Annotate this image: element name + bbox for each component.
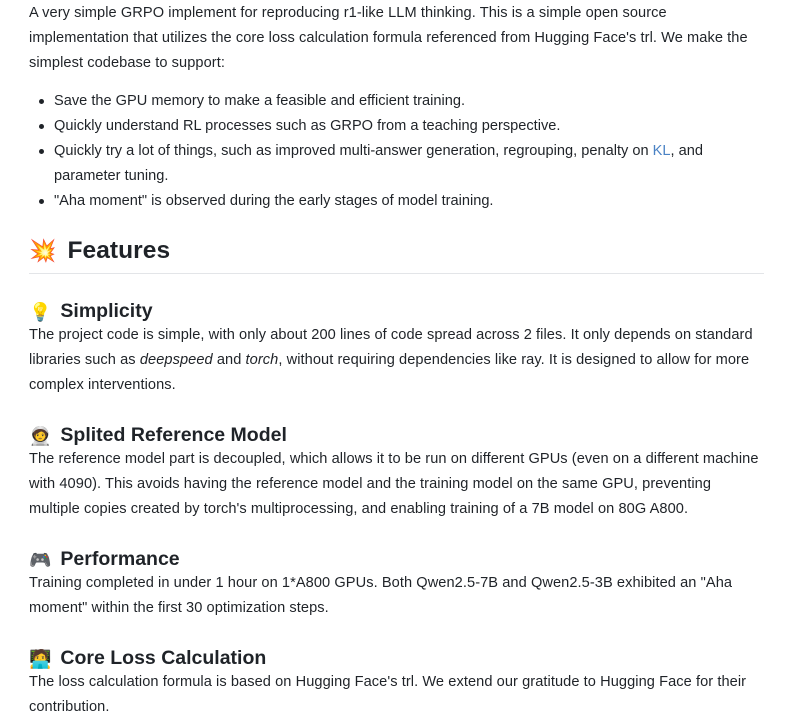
paragraph-text: , without requiring dependencies like ray. It is designed to allow for more complex interventions.: [29, 352, 750, 393]
collision-emoji-icon: 💥: [29, 238, 57, 263]
section-emoji-icon: 🧑‍🚀: [29, 425, 52, 446]
intro-paragraph: A very simple GRPO implement for reproducing r1-like LLM thinking. This is a simple open source implementation that utilizes the core loss calculation formula referenced from Hugging Face's trl. We make the simplest codebase to support:: [29, 5, 748, 71]
subsection-paragraph: [29, 670, 764, 720]
features-sections: [29, 300, 764, 720]
list-item: [54, 89, 764, 114]
emphasis-text: torch: [245, 352, 279, 368]
subsection-heading: [29, 548, 764, 571]
subsection-paragraph: [29, 571, 764, 621]
features-heading: [29, 237, 764, 274]
inline-link-kl[interactable]: KL: [652, 143, 671, 159]
emphasis-text: deepspeed: [139, 352, 213, 368]
subsection-paragraph: [29, 323, 764, 398]
section-emoji-icon: 🧑‍💻: [29, 648, 52, 669]
features-heading-text: Features: [67, 237, 171, 264]
subsection-heading: [29, 300, 764, 323]
section-emoji-icon: 🎮: [29, 549, 52, 570]
subsection-heading-text: Core Loss Calculation: [60, 647, 267, 669]
list-item: [54, 189, 764, 214]
list-item-text: Quickly understand RL processes such as GRPO from a teaching perspective.: [54, 118, 561, 134]
list-item-text: Quickly try a lot of things, such as improved multi-answer generation, regrouping, penalty on: [54, 143, 653, 159]
list-item: [54, 114, 764, 139]
subsection-paragraph: [29, 447, 764, 522]
paragraph-text: and: [212, 352, 246, 368]
list-item: [54, 139, 764, 189]
list-item-text: "Aha moment" is observed during the early stages of model training.: [54, 193, 494, 209]
subsection-heading: [29, 647, 764, 670]
section-emoji-icon: 💡: [29, 301, 52, 322]
feature-bullet-list: [29, 89, 764, 214]
subsection-heading: [29, 424, 764, 447]
subsection-heading-text: Splited Reference Model: [60, 424, 287, 446]
paragraph-text: Training completed in under 1 hour on 1*A800 GPUs. Both Qwen2.5-7B and Qwen2.5-3B exhibited an "Aha moment" within the first 30 optimization steps.: [29, 575, 733, 616]
list-item-text: Save the GPU memory to make a feasible and efficient training.: [54, 93, 465, 109]
paragraph-text: The project code is simple, with only about 200 lines of code spread across 2 files. It only depends on standard libraries such as: [29, 327, 753, 368]
list-item-text-tail: , and parameter tuning.: [54, 143, 703, 184]
paragraph-text: The loss calculation formula is based on Hugging Face's trl. We extend our gratitude to Hugging Face for their contribution.: [29, 674, 747, 715]
subsection-heading-text: Performance: [60, 548, 180, 570]
subsection-heading-text: Simplicity: [60, 300, 153, 322]
paragraph-text: The reference model part is decoupled, which allows it to be run on different GPUs (even on a different machine with 4090). This avoids having the reference model and the training model on the same GPU, preventing multiple copies created by torch's multiprocessing, and enabling training of a 7B model on 80G A800.: [29, 451, 759, 517]
